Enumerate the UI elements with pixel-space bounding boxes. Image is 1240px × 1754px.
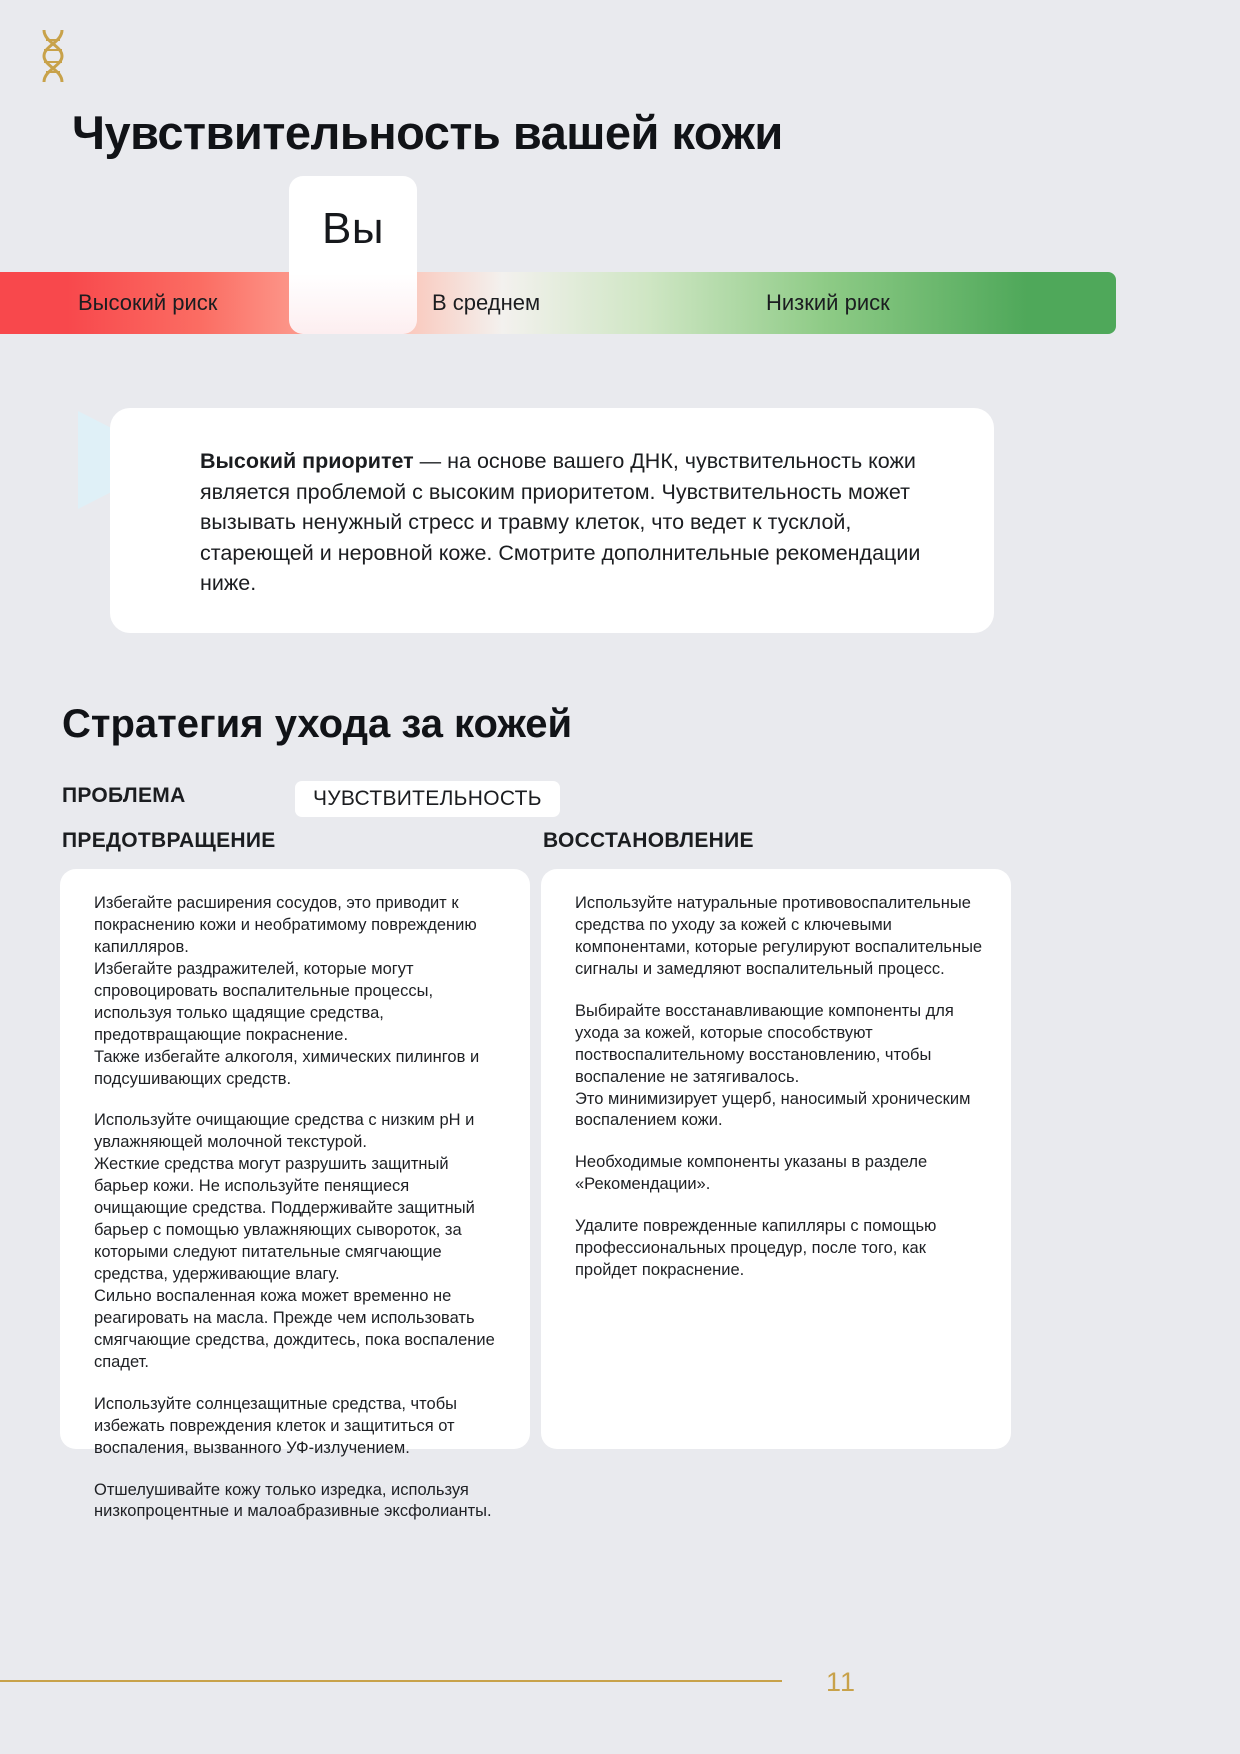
page-title: Чувствительность вашей кожи bbox=[72, 106, 783, 159]
prevention-card bbox=[60, 869, 530, 1521]
risk-scale bbox=[0, 204, 1116, 334]
dna-logo-icon bbox=[30, 26, 76, 86]
problem-label: ПРОБЛЕМА bbox=[62, 784, 186, 807]
prevention-paragraph: Используйте очищающие средства с низким pH и увлажняющей молочной текстурой. bbox=[94, 1111, 475, 1152]
prevention-paragraph: Используйте солнцезащитные средства, чтобы избежать повреждения клеток и защититься от воспаления, вызванного УФ-излучением. bbox=[94, 1394, 458, 1457]
recovery-heading: ВОССТАНОВЛЕНИЕ bbox=[543, 829, 754, 852]
page-number: 11 bbox=[826, 1667, 857, 1697]
problem-value-chip: ЧУВСТВИТЕЛЬНОСТЬ bbox=[295, 781, 560, 817]
recovery-card bbox=[541, 869, 1011, 1449]
recovery-paragraph: Это минимизирует ущерб, наносимый хроническим воспалением кожи. bbox=[575, 1089, 971, 1130]
prevention-paragraph: Жесткие средства могут разрушить защитный барьер кожи. Не используйте пенящиеся очищающие средства. Поддерживайте защитный барьер с помощью увлажняющих сывороток, за которыми следуют питательные смягчающие средства, удерживающие влагу. bbox=[94, 1155, 475, 1283]
you-marker bbox=[289, 176, 417, 334]
prevention-paragraph: Избегайте раздражителей, которые могут спровоцировать воспалительные процессы, используя только щадящие средства, предотвращающие покраснение. bbox=[94, 959, 434, 1044]
risk-label-average: В среднем bbox=[432, 290, 541, 315]
prevention-heading: ПРЕДОТВРАЩЕНИЕ bbox=[62, 829, 276, 852]
recovery-paragraph: Удалите поврежденные капилляры с помощью профессиональных процедур, после того, как пройдет покраснение. bbox=[575, 1217, 937, 1280]
prevention-paragraph: Избегайте расширения сосудов, это приводит к покраснению кожи и необратимому повреждению капилляров. bbox=[94, 894, 477, 956]
footer-divider bbox=[0, 1680, 782, 1682]
recovery-paragraph: Необходимые компоненты указаны в разделе «Рекомендации». bbox=[575, 1153, 928, 1194]
callout-emphasis: Высокий приоритет bbox=[200, 449, 414, 473]
risk-label-low: Низкий риск bbox=[766, 290, 890, 315]
prevention-paragraph: Отшелушивайте кожу только изредка, используя низкопроцентные и малоабразивные эксфолианты. bbox=[94, 1480, 492, 1521]
risk-label-high: Высокий риск bbox=[78, 290, 218, 315]
recovery-paragraph: Используйте натуральные противовоспалительные средства по уходу за кожей с ключевыми компонентами, которые регулируют воспалительные сигналы и замедляют воспалительный процесс. bbox=[575, 894, 983, 978]
strategy-title: Стратегия ухода за кожей bbox=[62, 702, 573, 746]
you-marker-label: Вы bbox=[322, 204, 384, 253]
recovery-paragraph: Выбирайте восстанавливающие компоненты для ухода за кожей, которые способствуют поствоспалительному восстановлению, чтобы воспаление не затягивалось. bbox=[575, 1001, 954, 1086]
callout-text: — на основе вашего ДНК, чувствительность кожи является проблемой с высоким приоритетом. Чувствительность может вызывать ненужный стресс и травму клеток, что ведет к тусклой, стареющей и неровной коже. Смотрите дополнительные рекомендации ниже. bbox=[200, 449, 921, 596]
prevention-paragraph: Также избегайте алкоголя, химических пилингов и подсушивающих средств. bbox=[94, 1047, 480, 1088]
priority-callout bbox=[110, 408, 994, 633]
prevention-paragraph: Сильно воспаленная кожа может временно не реагировать на масла. Прежде чем использовать смягчающие средства, дождитесь, пока воспаление спадет. bbox=[94, 1286, 495, 1371]
